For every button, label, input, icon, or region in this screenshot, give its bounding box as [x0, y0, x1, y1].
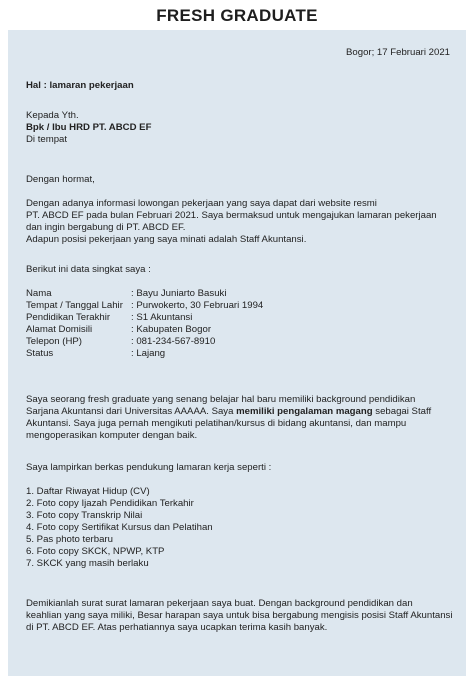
attachment-item: 4. Foto copy Sertifikat Kursus dan Pelatihan — [26, 522, 213, 533]
paragraph2-text: sebagai Staff — [372, 406, 432, 417]
closing-line: keahlian yang saya miliki, Besar harapan saya untuk bisa bergabung mengisis posisi Staff Akuntansi — [26, 610, 453, 621]
attachment-item: 3. Foto copy Transkrip Nilai — [26, 510, 143, 521]
data-label: Tempat / Tanggal Lahir — [26, 300, 123, 311]
data-value: : Purwokerto, 30 Februari 1994 — [131, 300, 264, 311]
attachment-item: 1. Daftar Riwayat Hidup (CV) — [26, 486, 150, 497]
recipient-line-2: Bpk / Ibu HRD PT. ABCD EF — [26, 122, 152, 133]
data-value: : 081-234-567-8910 — [131, 336, 216, 347]
recipient-line-3: Di tempat — [26, 134, 68, 145]
data-label: Pendidikan Terakhir — [26, 312, 111, 323]
recipient-line-1: Kepada Yth. — [26, 110, 79, 121]
data-intro: Berikut ini data singkat saya : — [26, 264, 151, 275]
paragraph2-line: Akuntansi. Saya juga pernah mengikuti pelatihan/kursus di bidang akuntansi, dan mampu — [26, 418, 407, 429]
data-value: : Lajang — [131, 348, 166, 359]
paragraph2-emphasis: memiliki pengalaman magang — [236, 406, 373, 417]
paragraph2-line: Saya seorang fresh graduate yang senang belajar hal baru memiliki background pendidikan — [26, 394, 416, 405]
attachment-item: 7. SKCK yang masih berlaku — [26, 558, 149, 569]
attachment-item: 2. Foto copy Ijazah Pendidikan Terkahir — [26, 498, 194, 509]
data-value: : Bayu Juniarto Basuki — [131, 288, 227, 299]
attachment-item: 5. Pas photo terbaru — [26, 534, 113, 545]
attachments-intro: Saya lampirkan berkas pendukung lamaran kerja seperti : — [26, 462, 272, 473]
data-label: Status — [26, 348, 54, 359]
paragraph1-line: Adapun posisi pekerjaan yang saya minati adalah Staff Akuntansi. — [26, 234, 307, 245]
closing-line: di PT. ABCD EF. Atas perhatiannya saya ucapkan terima kasih banyak. — [26, 622, 328, 633]
paragraph2-line — [26, 406, 431, 418]
letter-date: Bogor; 17 Februari 2021 — [346, 47, 450, 58]
attachment-item: 6. Foto copy SKCK, NPWP, KTP — [26, 546, 165, 557]
document-title: FRESH GRADUATE — [156, 6, 318, 25]
paragraph1-line: dan ingin bergabung di PT. ABCD EF. — [26, 222, 186, 233]
paragraph2-text: Sarjana Akuntansi dari Universitas AAAAA. Saya — [26, 406, 237, 417]
greeting: Dengan hormat, — [26, 174, 95, 185]
letter-subject: Hal : lamaran pekerjaan — [26, 80, 134, 91]
paragraph1-line: Dengan adanya informasi lowongan pekerjaan yang saya dapat dari website resmi — [26, 198, 377, 209]
paragraph1-line: PT. ABCD EF pada bulan Februari 2021. Saya bermaksud untuk mengajukan lamaran pekerjaan — [26, 210, 437, 221]
data-label: Alamat Domisili — [26, 324, 93, 335]
data-label: Nama — [26, 288, 52, 299]
data-label: Telepon (HP) — [26, 336, 82, 347]
paragraph2-line: mengoperasikan komputer dengan baik. — [26, 430, 198, 441]
data-value: : S1 Akuntansi — [131, 312, 193, 323]
closing-line: Demikianlah surat surat lamaran pekerjaan saya buat. Dengan background pendidikan dan — [26, 598, 413, 609]
letter-sheet — [8, 30, 466, 676]
data-value: : Kabupaten Bogor — [131, 324, 212, 335]
